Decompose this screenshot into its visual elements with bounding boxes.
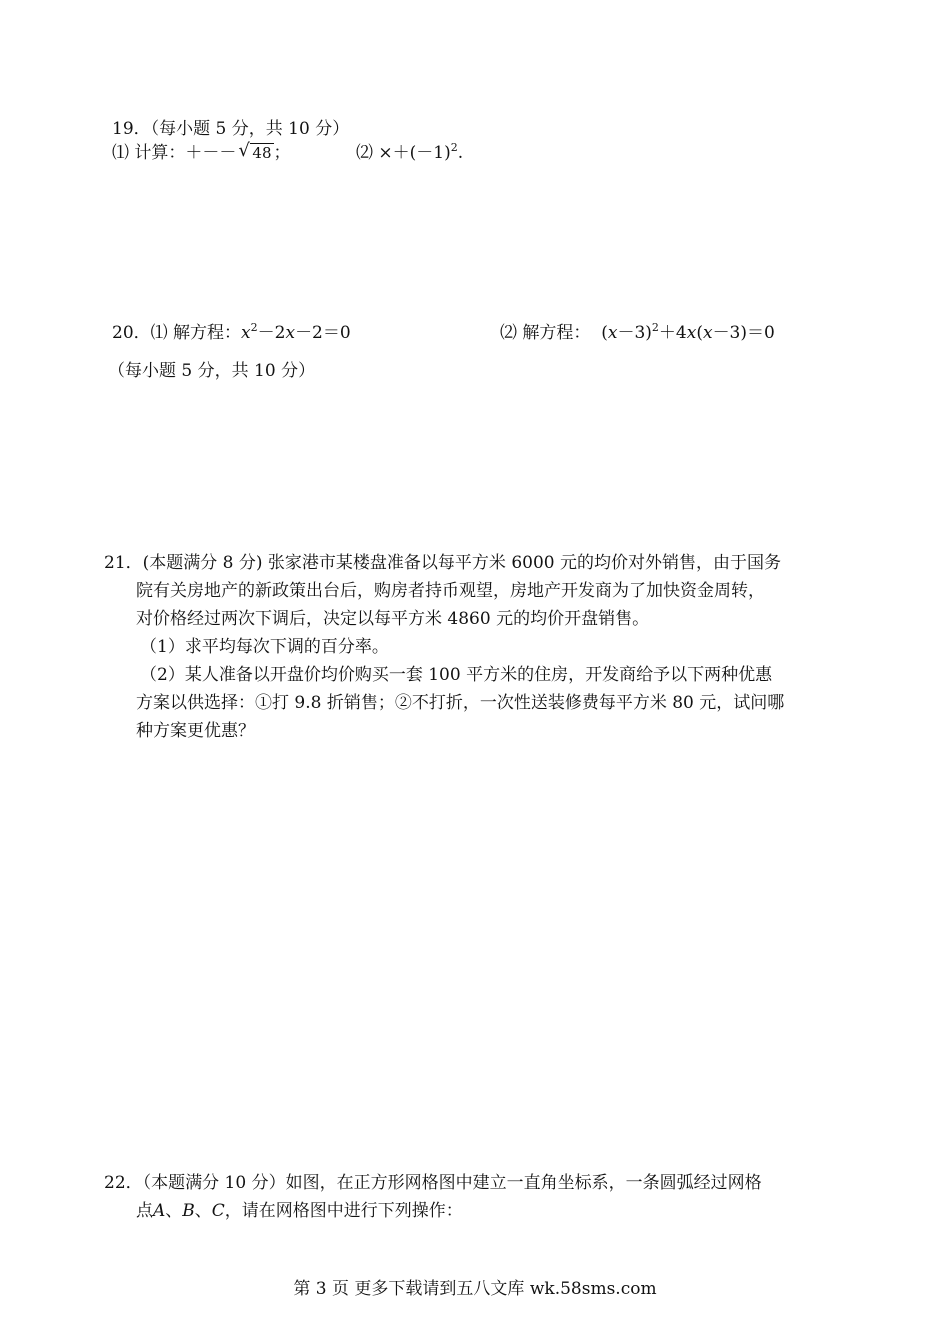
- q20-exp: 2: [250, 321, 258, 334]
- q20-exp: 2: [651, 321, 659, 334]
- q19-part2: [356, 142, 463, 164]
- q22-line2: [136, 1200, 463, 1222]
- q22-line1: 22．（本题满分 10 分）如图，在正方形网格图中建立一直角坐标系，一条圆弧经过网格: [104, 1173, 762, 1193]
- q20-part2: [500, 322, 775, 344]
- q20-part1-label: ⑴ 解方程：: [150, 323, 242, 343]
- q19-part1-expr: ＋－－: [185, 143, 237, 163]
- q19-part1: [112, 142, 291, 164]
- q22-text: 、: [165, 1201, 183, 1221]
- q20-note: （每小题 5 分，共 10 分）: [108, 361, 316, 381]
- q20-var: x: [702, 323, 713, 343]
- q20-num: 20．: [112, 323, 151, 343]
- q19-part2-exp: 2: [450, 141, 458, 154]
- q20-text: (: [601, 323, 608, 343]
- q21-line5: （2）某人准备以开盘价均价购买一套 100 平方米的住房，开发商给予以下两种优惠: [140, 665, 773, 685]
- q20-text: －3)＝0: [712, 323, 775, 343]
- q19-part2-end: .: [457, 143, 464, 163]
- point-b: B: [182, 1201, 195, 1221]
- q22-text: ，请在网格图中进行下列操作：: [224, 1201, 463, 1221]
- q20-var: x: [686, 323, 697, 343]
- page-footer: 第 3 页 更多下载请到五八文库 wk.58sms.com: [293, 1279, 657, 1299]
- q21-line1: 21．(本题满分 8 分) 张家港市某楼盘准备以每平方米 6000 元的均价对外销售，由于国务: [104, 553, 781, 573]
- q20-text: －2＝0: [295, 323, 351, 343]
- q20-var: x: [241, 323, 251, 343]
- q21-line4: （1）求平均每次下调的百分率。: [140, 637, 389, 657]
- q22-text: 、: [194, 1201, 212, 1221]
- q20-var: x: [285, 323, 296, 343]
- q20-text: －2: [257, 323, 286, 343]
- q21-line7: 种方案更优惠？: [136, 721, 255, 741]
- q20-text: －3): [617, 323, 652, 343]
- q19-part2-label: ⑵ ×＋(－1): [356, 143, 451, 163]
- point-a: A: [153, 1201, 166, 1221]
- q20-part1: [112, 322, 351, 344]
- q19-header: 19．（每小题 5 分，共 10 分）: [112, 119, 350, 139]
- q20-part2-label: ⑵ 解方程：: [500, 323, 591, 343]
- q22-text: 点: [136, 1201, 153, 1221]
- q21-line3: 对价格经过两次下调后，决定以每平方米 4860 元的均价开盘销售。: [136, 609, 650, 629]
- q20-text: ＋4: [658, 323, 687, 343]
- sqrt-symbol: √ 48: [238, 140, 272, 162]
- q19-sqrt-arg: 48: [252, 144, 272, 162]
- point-c: C: [211, 1201, 225, 1221]
- q21-line2: 院有关房地产的新政策出台后，购房者持币观望，房地产开发商为了加快资金周转，: [136, 581, 765, 601]
- q21-line6: 方案以供选择：①打 9.8 折销售；②不打折，一次性送装修费每平方米 80 元，试问哪: [136, 693, 785, 713]
- q19-part1-end: ；: [273, 143, 291, 163]
- q20-var: x: [607, 323, 618, 343]
- q20-text: (: [696, 323, 703, 343]
- q19-part1-label: ⑴ 计算：: [112, 143, 186, 163]
